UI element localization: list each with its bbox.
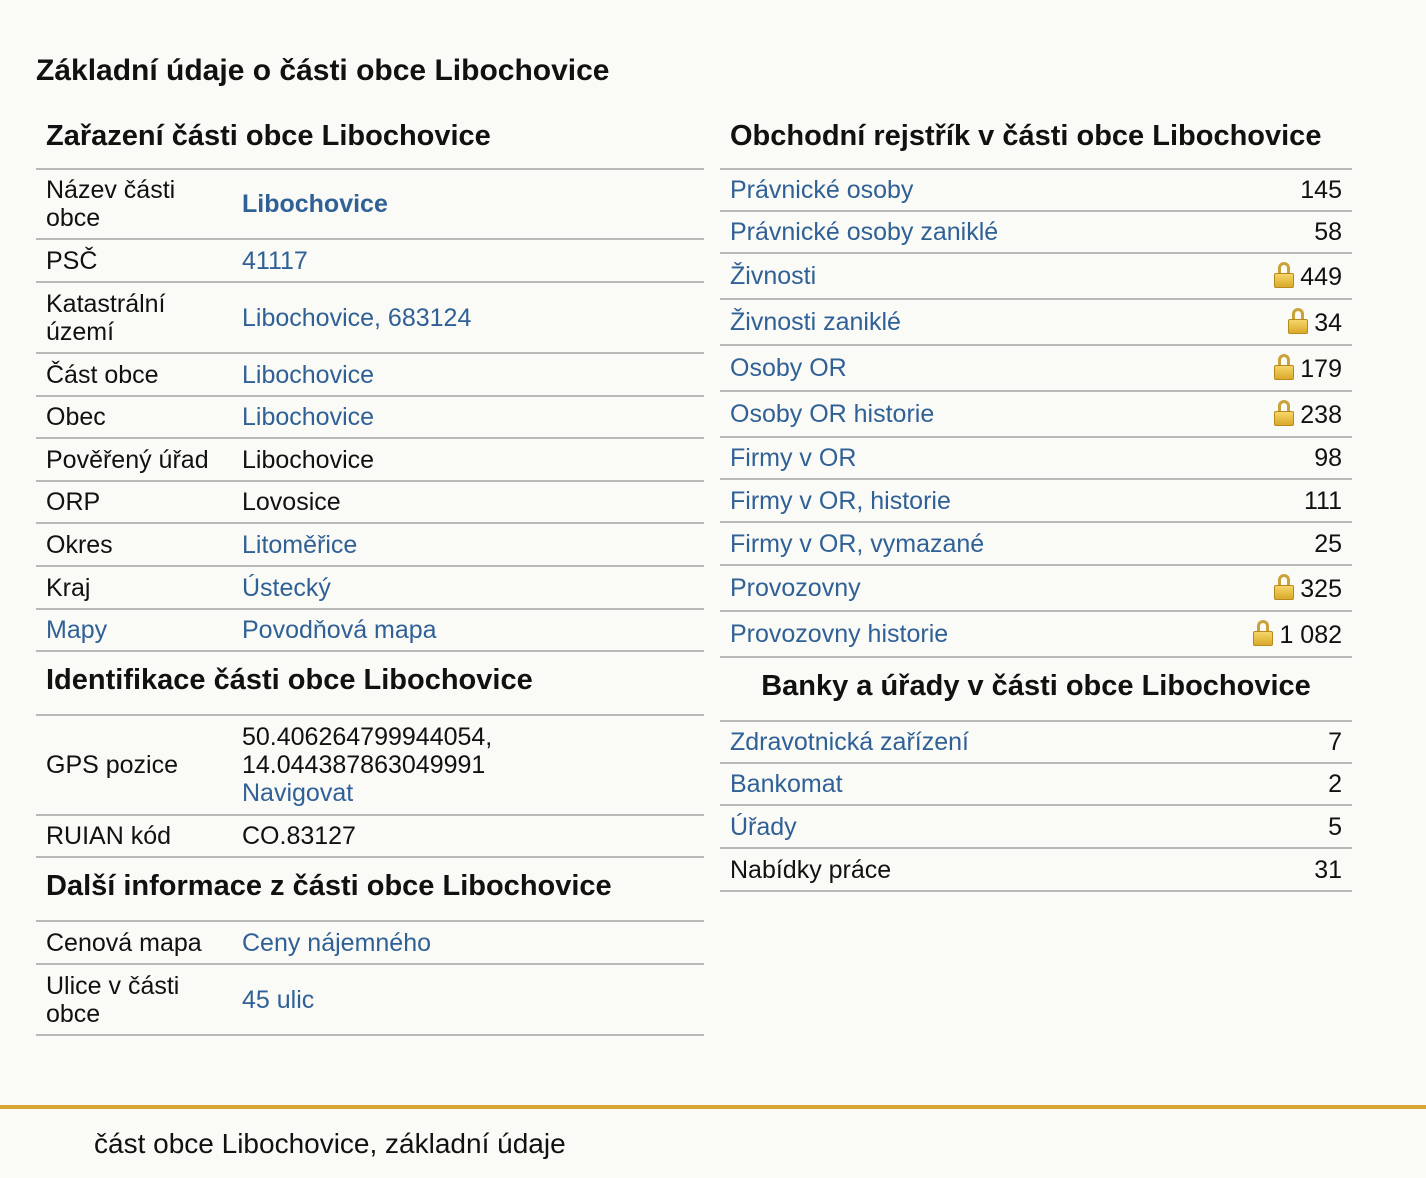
row-value: CO.83127 [232, 815, 704, 857]
table-row [720, 299, 1352, 345]
stat-count: 1 082 [1279, 620, 1342, 649]
maps-link[interactable]: Mapy [46, 616, 108, 644]
gps-latitude: 50.406264799944054, [242, 723, 493, 751]
row-value-link[interactable]: Ceny nájemného [242, 928, 432, 957]
table-row [36, 169, 704, 239]
stat-count: 34 [1314, 308, 1342, 337]
stat-link[interactable]: Provozovny [730, 574, 861, 602]
zarazeni-table [36, 168, 704, 652]
stat-count: 58 [1179, 211, 1352, 253]
row-key: Okres [36, 523, 232, 566]
stat-link[interactable]: Firmy v OR [730, 444, 857, 472]
table-row [720, 437, 1352, 479]
navigate-link[interactable]: Navigovat [242, 779, 354, 807]
stat-count: 449 [1300, 262, 1342, 291]
table-row [36, 921, 704, 964]
section-title-identifikace: Identifikace části obce Libochovice [46, 664, 533, 696]
row-key: Část obce [36, 353, 232, 396]
table-row [36, 396, 704, 438]
lock-icon [1274, 400, 1294, 426]
left-column [36, 112, 704, 1036]
stat-link[interactable]: Právnické osoby [730, 176, 914, 204]
lock-icon [1288, 308, 1308, 334]
stat-count: 98 [1179, 437, 1352, 479]
row-key: Cenová mapa [36, 921, 232, 964]
table-row [36, 282, 704, 353]
stat-link[interactable]: Zdravotnická zařízení [730, 728, 969, 756]
table-row [720, 479, 1352, 522]
row-key: PSČ [36, 239, 232, 282]
stat-link[interactable]: Úřady [730, 812, 797, 841]
row-value: Libochovice [232, 438, 704, 481]
stat-count: 7 [1254, 721, 1353, 763]
table-row [720, 169, 1352, 211]
table-row [720, 763, 1352, 805]
stat-link[interactable]: Živnosti zaniklé [730, 308, 901, 336]
dalsi-table [36, 920, 704, 1036]
table-row [36, 481, 704, 523]
row-value-link[interactable]: 45 ulic [242, 985, 315, 1014]
table-row [36, 239, 704, 282]
lock-icon [1274, 262, 1294, 288]
section-title-zarazeni: Zařazení části obce Libochovice [46, 120, 491, 152]
row-value-link[interactable]: Litoměřice [242, 530, 358, 559]
stat-count: 31 [1254, 848, 1353, 891]
table-row [720, 721, 1352, 763]
stat-count: 238 [1300, 400, 1342, 429]
row-key: Název části obce [36, 169, 232, 239]
row-key: Pověřený úřad [36, 438, 232, 481]
rejstrik-table [720, 168, 1352, 658]
table-row [36, 609, 704, 651]
footer-text: část obce Libochovice, základní údaje [94, 1128, 566, 1159]
row-value: Lovosice [232, 481, 704, 523]
identifikace-table [36, 714, 704, 858]
row-value-link[interactable]: 41117 [242, 246, 308, 275]
row-key: Ulice v části obce [36, 964, 232, 1035]
row-value-link[interactable]: Libochovice [242, 360, 375, 389]
stat-label: Nabídky práce [720, 848, 1254, 891]
stat-link[interactable]: Osoby OR [730, 354, 847, 382]
row-key: RUIAN kód [36, 815, 232, 857]
table-row [36, 964, 704, 1035]
stat-link[interactable]: Právnické osoby zaniklé [730, 218, 999, 246]
stat-count: 325 [1300, 574, 1342, 603]
table-row [720, 345, 1352, 391]
table-row [720, 253, 1352, 299]
lock-icon [1253, 620, 1273, 646]
stat-link[interactable]: Firmy v OR, historie [730, 486, 951, 515]
gps-longitude: 14.044387863049991 [242, 751, 486, 779]
table-row [36, 815, 704, 857]
stat-count: 2 [1254, 763, 1353, 805]
row-value-link[interactable]: Ústecký [242, 573, 331, 602]
section-title-dalsi: Další informace z části obce Libochovice [46, 870, 612, 902]
lock-icon [1274, 574, 1294, 600]
row-value-link[interactable]: Libochovice [242, 403, 375, 431]
section-title-banky: Banky a úřady v části obce Libochovice [761, 670, 1311, 702]
banky-table [720, 720, 1352, 892]
row-value-link[interactable]: Libochovice, 683124 [242, 303, 472, 332]
table-row [720, 848, 1352, 891]
stat-count: 111 [1179, 479, 1352, 522]
section-title-rejstrik: Obchodní rejstřík v části obce Libochovice [730, 120, 1322, 152]
stat-count: 179 [1300, 354, 1342, 383]
footer-divider [0, 1105, 1426, 1109]
table-row [720, 611, 1352, 657]
lock-icon [1274, 354, 1294, 380]
row-key: Katastrální území [36, 282, 232, 353]
table-row [720, 565, 1352, 611]
table-row [720, 805, 1352, 848]
stat-count: 5 [1254, 805, 1353, 848]
row-value-link[interactable]: Povodňová mapa [242, 616, 437, 644]
stat-link[interactable]: Osoby OR historie [730, 400, 935, 428]
row-key: Obec [36, 396, 232, 438]
row-value-link[interactable]: Libochovice [242, 190, 388, 218]
table-row [36, 523, 704, 566]
table-row [720, 211, 1352, 253]
table-row [36, 438, 704, 481]
stat-count: 145 [1179, 169, 1352, 211]
table-row [36, 566, 704, 609]
stat-link[interactable]: Firmy v OR, vymazané [730, 529, 985, 558]
table-row [720, 522, 1352, 565]
stat-count: 25 [1179, 522, 1352, 565]
right-column [720, 112, 1352, 892]
table-row [720, 391, 1352, 437]
stat-link[interactable]: Provozovny historie [730, 620, 949, 648]
row-key: GPS pozice [36, 715, 232, 815]
table-row [36, 715, 704, 815]
row-key: Kraj [36, 566, 232, 609]
row-key: ORP [36, 481, 232, 523]
page-title: Základní údaje o části obce Libochovice [36, 54, 610, 87]
stat-link[interactable]: Živnosti [730, 262, 817, 290]
stat-link[interactable]: Bankomat [730, 770, 843, 798]
table-row [36, 353, 704, 396]
